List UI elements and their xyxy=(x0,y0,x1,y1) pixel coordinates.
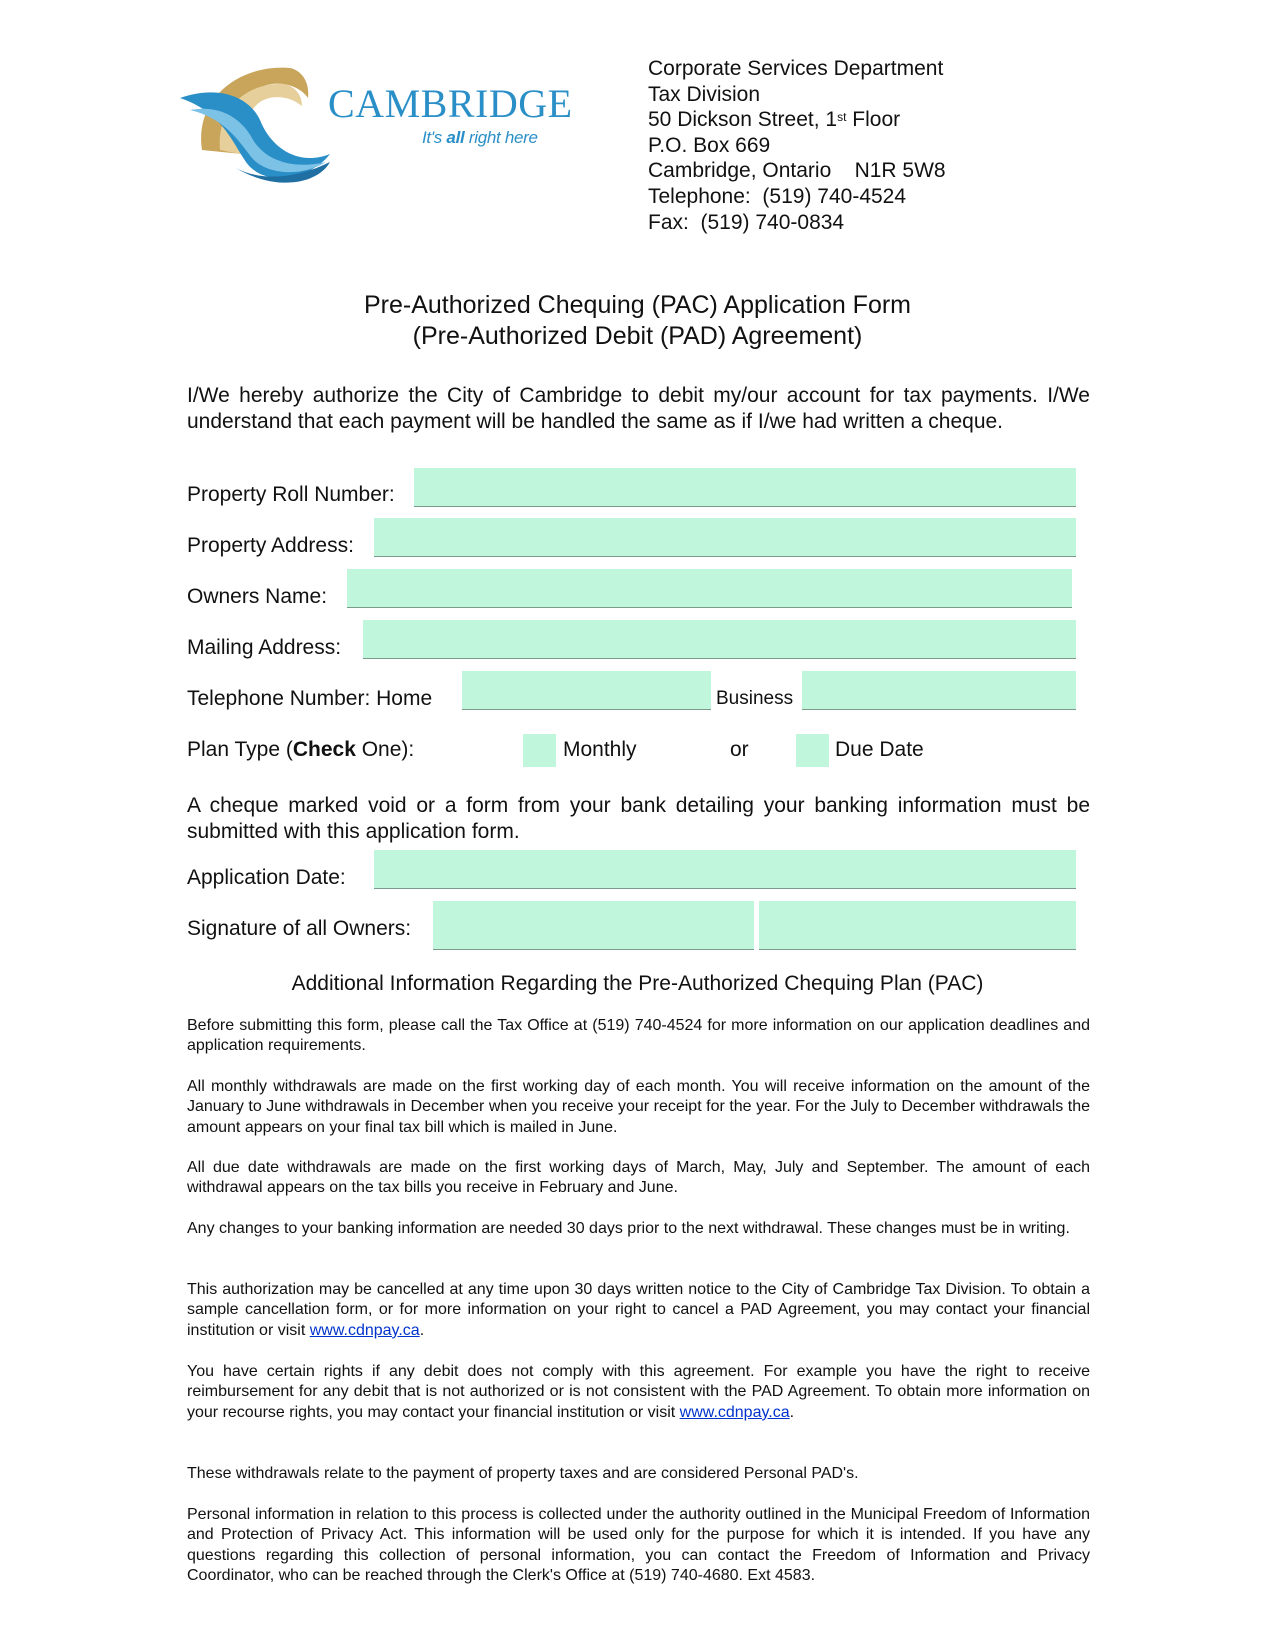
application-date-label: Application Date: xyxy=(187,866,346,889)
info-paragraph: Any changes to your banking information are needed 30 days prior to the next withdrawal. These changes must be in writing. xyxy=(187,1220,1070,1237)
property-address-label: Property Address: xyxy=(187,534,354,557)
telephone-home-label: Telephone Number: Home xyxy=(187,687,433,710)
cdnpay-link[interactable]: www.cdnpay.ca xyxy=(679,1403,790,1421)
info-paragraph: This authorization may be cancelled at any time upon 30 days written notice to the City of Cambridge Tax Division. To obtain a sample cancellation form, or for more information on your right to cancel a PAD Agreement, you may contact your financial institution or visit www.cdnpay.ca. xyxy=(187,1281,1090,1339)
due-date-checkbox[interactable] xyxy=(796,734,829,767)
property-address-field[interactable] xyxy=(374,518,1076,557)
cdnpay-link[interactable]: www.cdnpay.ca xyxy=(309,1321,420,1339)
form-title: Pre-Authorized Chequing (PAC) Application Form (Pre-Authorized Debit (PAD) Agreement) xyxy=(363,291,911,350)
address-line: Tax Division xyxy=(648,82,761,106)
monthly-checkbox[interactable] xyxy=(523,734,556,767)
monthly-label: Monthly xyxy=(563,738,637,761)
plan-type-label: Plan Type (Check One): xyxy=(187,738,415,761)
void-cheque-note: A cheque marked void or a form from your bank detailing your banking information must be submitted with this application form. xyxy=(187,794,1090,843)
telephone-business-label: Business xyxy=(716,688,794,709)
application-date-field[interactable] xyxy=(374,850,1076,889)
info-paragraph: All due date withdrawals are made on the first working days of March, May, July and September. The amount of each withdrawal appears on the tax bills you receive in February and June. xyxy=(187,1159,1090,1197)
logo-wordmark: CAMBRIDGE xyxy=(328,81,573,126)
address-line: P.O. Box 669 xyxy=(648,133,771,157)
info-paragraph: Before submitting this form, please call the Tax Office at (519) 740-4524 for more information on our application deadlines and application requirements. xyxy=(187,1017,1090,1055)
signature-label: Signature of all Owners: xyxy=(187,917,412,940)
telephone-home-field[interactable] xyxy=(462,671,711,710)
roll-number-label: Property Roll Number: xyxy=(187,483,395,506)
due-date-label: Due Date xyxy=(835,738,924,761)
info-paragraph: All monthly withdrawals are made on the first working day of each month. You will receive information on the amount of the January to June withdrawals in December when you receive your receipt for the year. For the July to December withdrawals the amount appears on your final tax bill which is mailed in June. xyxy=(187,1078,1090,1136)
roll-number-field[interactable] xyxy=(414,468,1076,507)
privacy-paragraph: Personal information in relation to this process is collected under the authority outlined in the Municipal Freedom of Information and Protection of Privacy Act. This information will be used only for the purpose for which it is intended. If you have any questions regarding this collection of personal information, you can contact the Freedom of Information and Privacy Coordinator, who can be reached through the Clerk's Office at (519) 740-4680. Ext 4583. xyxy=(187,1506,1090,1585)
mailing-address-field[interactable] xyxy=(363,620,1076,659)
telephone-line: Telephone: (519) 740-4524 xyxy=(648,184,907,208)
owners-name-field[interactable] xyxy=(347,569,1072,608)
telephone-business-field[interactable] xyxy=(802,671,1076,710)
info-paragraph: You have certain rights if any debit does not comply with this agreement. For example you have the right to receive reimbursement for any debit that is not authorized or is not consistent with the PAD Agreement. To obtain more information on your recourse rights, you may contact your financial institution or visit www.cdnpay.ca. xyxy=(187,1363,1090,1421)
owners-name-label: Owners Name: xyxy=(187,585,328,608)
or-label: or xyxy=(730,738,749,761)
wave-logo-icon xyxy=(180,58,330,188)
info-paragraph: These withdrawals relate to the payment of property taxes and are considered Personal PAD's. xyxy=(187,1465,859,1482)
additional-info-heading: Additional Information Regarding the Pre-Authorized Chequing Plan (PAC) xyxy=(291,972,984,995)
address-line: Cambridge, Ontario N1R 5W8 xyxy=(648,159,946,183)
department-address xyxy=(648,56,946,235)
address-line: 50 Dickson Street, 1st Floor xyxy=(648,108,901,132)
signature-field-1[interactable] xyxy=(433,901,754,950)
fax-line: Fax: (519) 740-0834 xyxy=(648,210,845,234)
authorization-statement: I/We hereby authorize the City of Cambridge to debit my/our account for tax payments. I/We understand that each payment will be handled the same as if I/we had written a cheque. xyxy=(187,384,1090,433)
mailing-address-label: Mailing Address: xyxy=(187,636,342,659)
city-logo xyxy=(180,58,573,188)
address-line: Corporate Services Department xyxy=(648,57,944,80)
signature-field-2[interactable] xyxy=(759,901,1076,950)
logo-tagline: It's all right here xyxy=(422,128,538,147)
